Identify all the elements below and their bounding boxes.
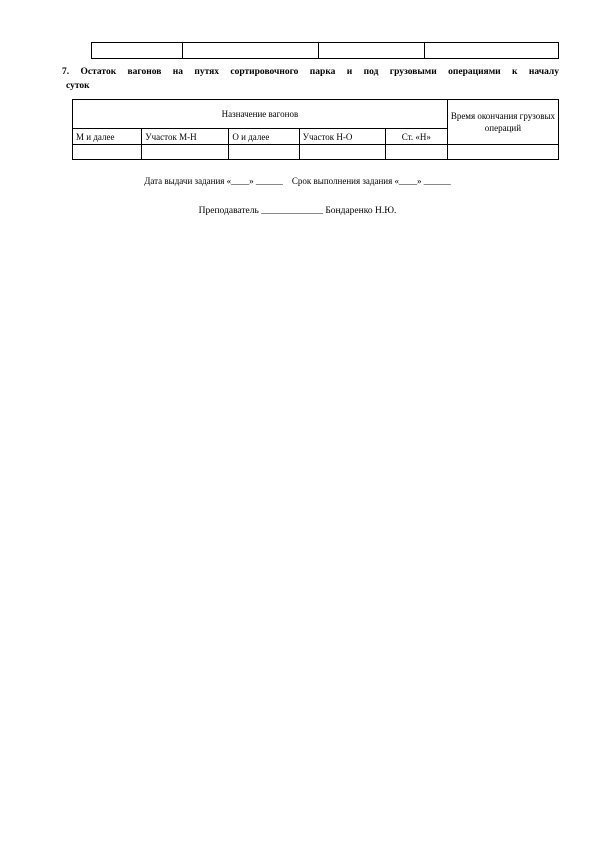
section-heading-continuation: суток: [66, 81, 90, 91]
previous-section-table: [91, 42, 559, 59]
destination-header: Назначение вагонов: [73, 100, 448, 129]
column-header: О и далее: [229, 129, 299, 145]
table-cell: [73, 145, 142, 160]
time-header: Время окончания грузовых операций: [447, 100, 558, 145]
table-header-row: [73, 100, 559, 129]
task-dates-line: Дата выдачи задания «____» ______ Срок выполнения задания «____» ______: [144, 176, 451, 186]
table-cell: [447, 145, 558, 160]
table-row: [92, 43, 559, 59]
column-header: Ст. «Н»: [385, 129, 447, 145]
table-row: [73, 145, 559, 160]
column-header: М и далее: [73, 129, 142, 145]
table-cell: [318, 43, 424, 59]
table-cell: [92, 43, 183, 59]
table-cell: [385, 145, 447, 160]
table-cell: [183, 43, 318, 59]
section-heading: 7. Остаток вагонов на путях сортировочного парка и под грузовыми операциями к началу: [62, 67, 559, 77]
column-header: Участок Н-О: [299, 129, 385, 145]
teacher-signature-line: Преподаватель _____________ Бондаренко Н.Ю.: [198, 206, 397, 216]
table-cell: [142, 145, 229, 160]
table-cell: [424, 43, 558, 59]
table-cell: [299, 145, 385, 160]
wagon-remainder-table: [72, 99, 559, 160]
table-cell: [229, 145, 299, 160]
column-header: Участок М-Н: [142, 129, 229, 145]
